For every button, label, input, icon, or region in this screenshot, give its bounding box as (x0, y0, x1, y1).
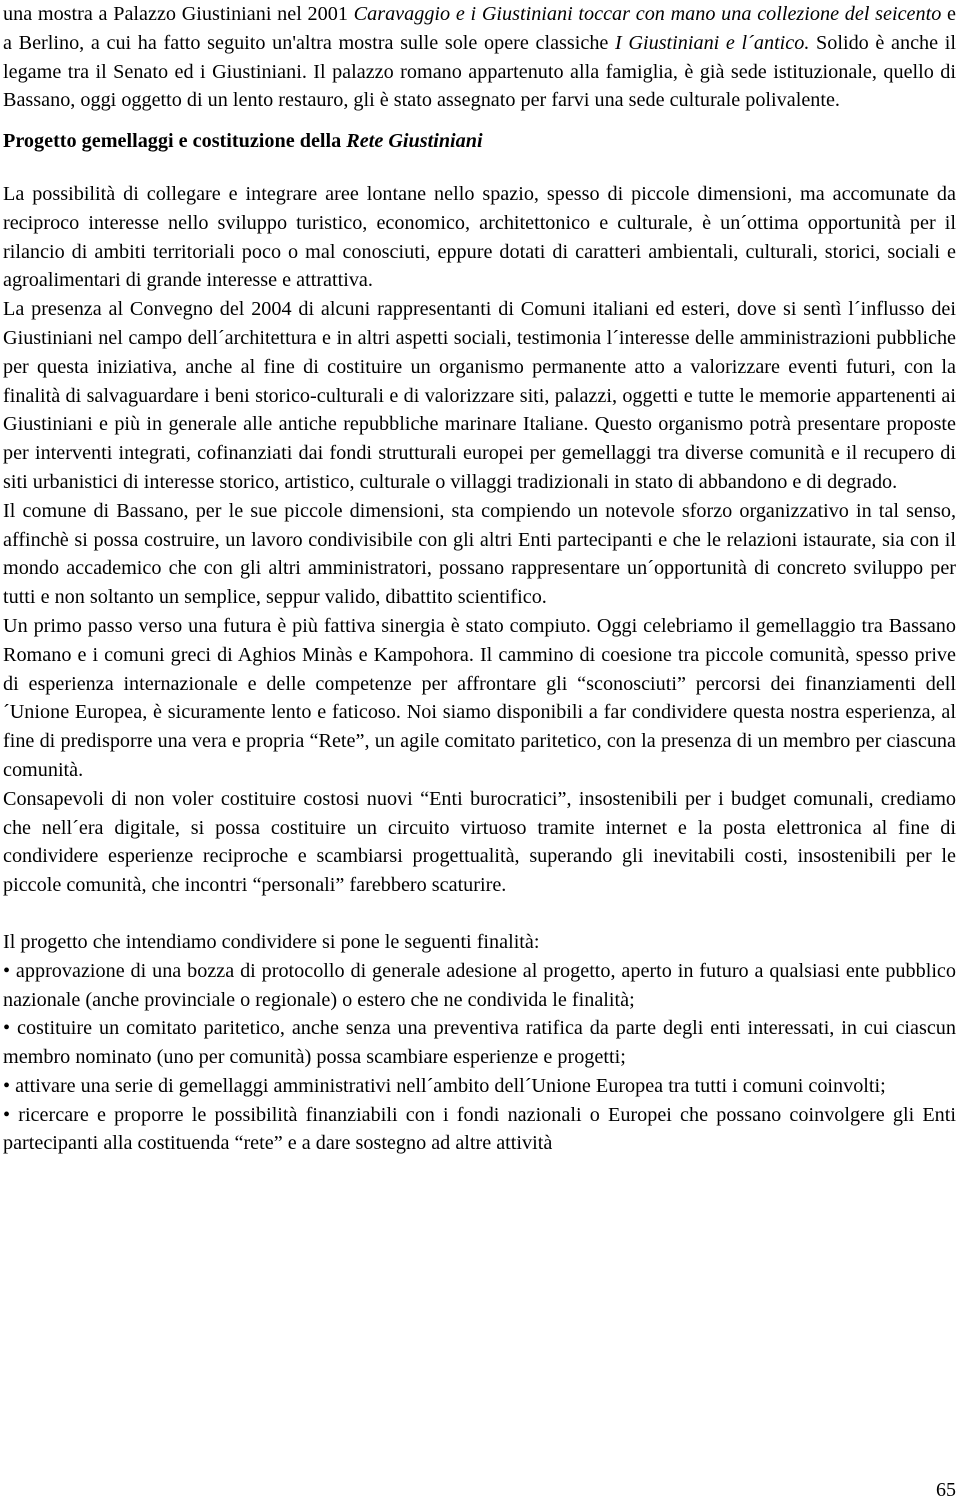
list-intro: Il progetto che intendiamo condividere si pone le seguenti finalità: (3, 930, 540, 953)
list-item-2: • costituire un comitato paritetico, anche senza una preventiva ratifica da parte degli enti interessati, in cui ciascun membro nominato (uno per comunità) possa scambiare esperienze e progetti; (3, 1017, 956, 1069)
list-item-4: • ricercare e proporre le possibilità finanziabili con i fondi nazionali o Europei che possano coinvolgere gli Enti partecipanti alla costituenda “rete” e a dare sostegno ad altre attività (3, 1103, 956, 1155)
intro-italic-title-1: Caravaggio e i Giustiniani toccar con mano una collezione del seicento (353, 3, 942, 25)
body-paragraph-1: La possibilità di collegare e integrare aree lontane nello spazio, spesso di piccole dimensioni, ma accomunate da reciproco interesse nello sviluppo turistico, economico, architettonico e culturale, è un´ottima opportunità per il rilancio di ambiti territoriali poco o mal conosciuti, eppure dotati di caratteri ambientali, culturali, storici, sociali e agroalimentari di grande interesse e attrattiva. (3, 182, 956, 292)
heading-italic: Rete Giustiniani (346, 130, 483, 153)
intro-text-2: e a Berlino, a cui ha fatto seguito un'altra mostra sulle sole opere classiche (3, 3, 956, 54)
body-paragraph-5: Consapevoli di non voler costituire costosi nuovi “Enti burocratici”, insostenibili per i budget comunali, crediamo che nell´era digitale, si possa costituire un circuito virtuoso tramite internet e la posta elettronica al fine di condividere esperienze reciproche e scambiarsi progettualità, superando gli inevitabili costi, insostenibili per le piccole comunità, che incontri “personali” farebbero scaturire. (3, 787, 956, 897)
page-number: 65 (936, 1479, 956, 1501)
heading-text: Progetto gemellaggi e costituzione della (3, 130, 347, 153)
body-paragraph-2: La presenza al Convegno del 2004 di alcuni rappresentanti di Comuni italiani ed esteri, dove si sentì l´influsso dei Giustiniani nel campo dell´architettura e in altri aspetti sociali, testimonia l´interesse delle amministrazioni pubbliche per questa iniziativa, anche al fine di costituire un organismo permanente atto a valorizzare eventi futuri, con la finalità di salvaguardare i beni storico-culturali e di valorizzare siti, palazzi, oggetti e tutte le memorie appartenenti ai Giustiniani e più in generale alle antiche repubbliche marinare Italiane. Questo organismo potrà presentare proposte per interventi integrati, cofinanziati dai fondi strutturali europei per gemellaggi tra diverse comunità e il recupero di siti urbanistici di interesse storico, artistico, culturale o villaggi tradizionali in stato di abbandono e di degrado. (3, 298, 956, 493)
intro-paragraph (3, 0, 956, 115)
body-paragraph-3: Il comune di Bassano, per le sue piccole dimensioni, sta compiendo un notevole sforzo organizzativo in tal senso, affinchè si possa costruire, un lavoro condivisibile con gli altri Enti partecipanti e che le relazioni istaurate, sia con il mondo accademico che con gli altri amministratori, possano rappresentare un´opportunità di concreto sviluppo per tutti e non soltanto un semplice, seppur valido, dibattito scientifico. (3, 499, 956, 609)
intro-text-3: Solido è anche il legame tra il Senato ed i Giustiniani. Il palazzo romano appartenuto alla famiglia, è già sede istituzionale, quello di Bassano, oggi oggetto di un lento restauro, gli è stato assegnato per farvi una sede culturale polivalente. (3, 31, 956, 112)
list-item-3: • attivare una serie di gemellaggi amministrativi nell´ambito dell´Unione Europea tra tutti i comuni coinvolti; (3, 1074, 886, 1097)
body-paragraph-4: Un primo passo verso una futura è più fattiva sinergia è stato compiuto. Oggi celebriamo il gemellaggio tra Bassano Romano e i comuni greci di Aghios Minàs e Kampohora. Il cammino di coesione tra piccole comunità, spesso prive di esperienza internazionale e delle competenze per affrontare gli “sconosciuti” percorsi dei finanziamenti dell´Unione Europea, è sicuramente lento e faticoso. Noi siamo disponibili a far condividere questa nostra esperienza, al fine di predisporre una vera e propria “Rete”, un agile comitato paritetico, con la presenza di un membro per ciascuna comunità. (3, 614, 956, 781)
document-page (3, 0, 956, 1158)
section-heading (3, 127, 956, 156)
intro-italic-title-2: I Giustiniani e l´antico. (615, 31, 810, 54)
intro-text-1: una mostra a Palazzo Giustiniani nel 2001 (3, 3, 354, 25)
list-item-1: • approvazione di una bozza di protocollo di generale adesione al progetto, aperto in futuro a qualsiasi ente pubblico nazionale (anche provinciale o regionale) o estero che ne condivida le finalità; (3, 959, 956, 1011)
